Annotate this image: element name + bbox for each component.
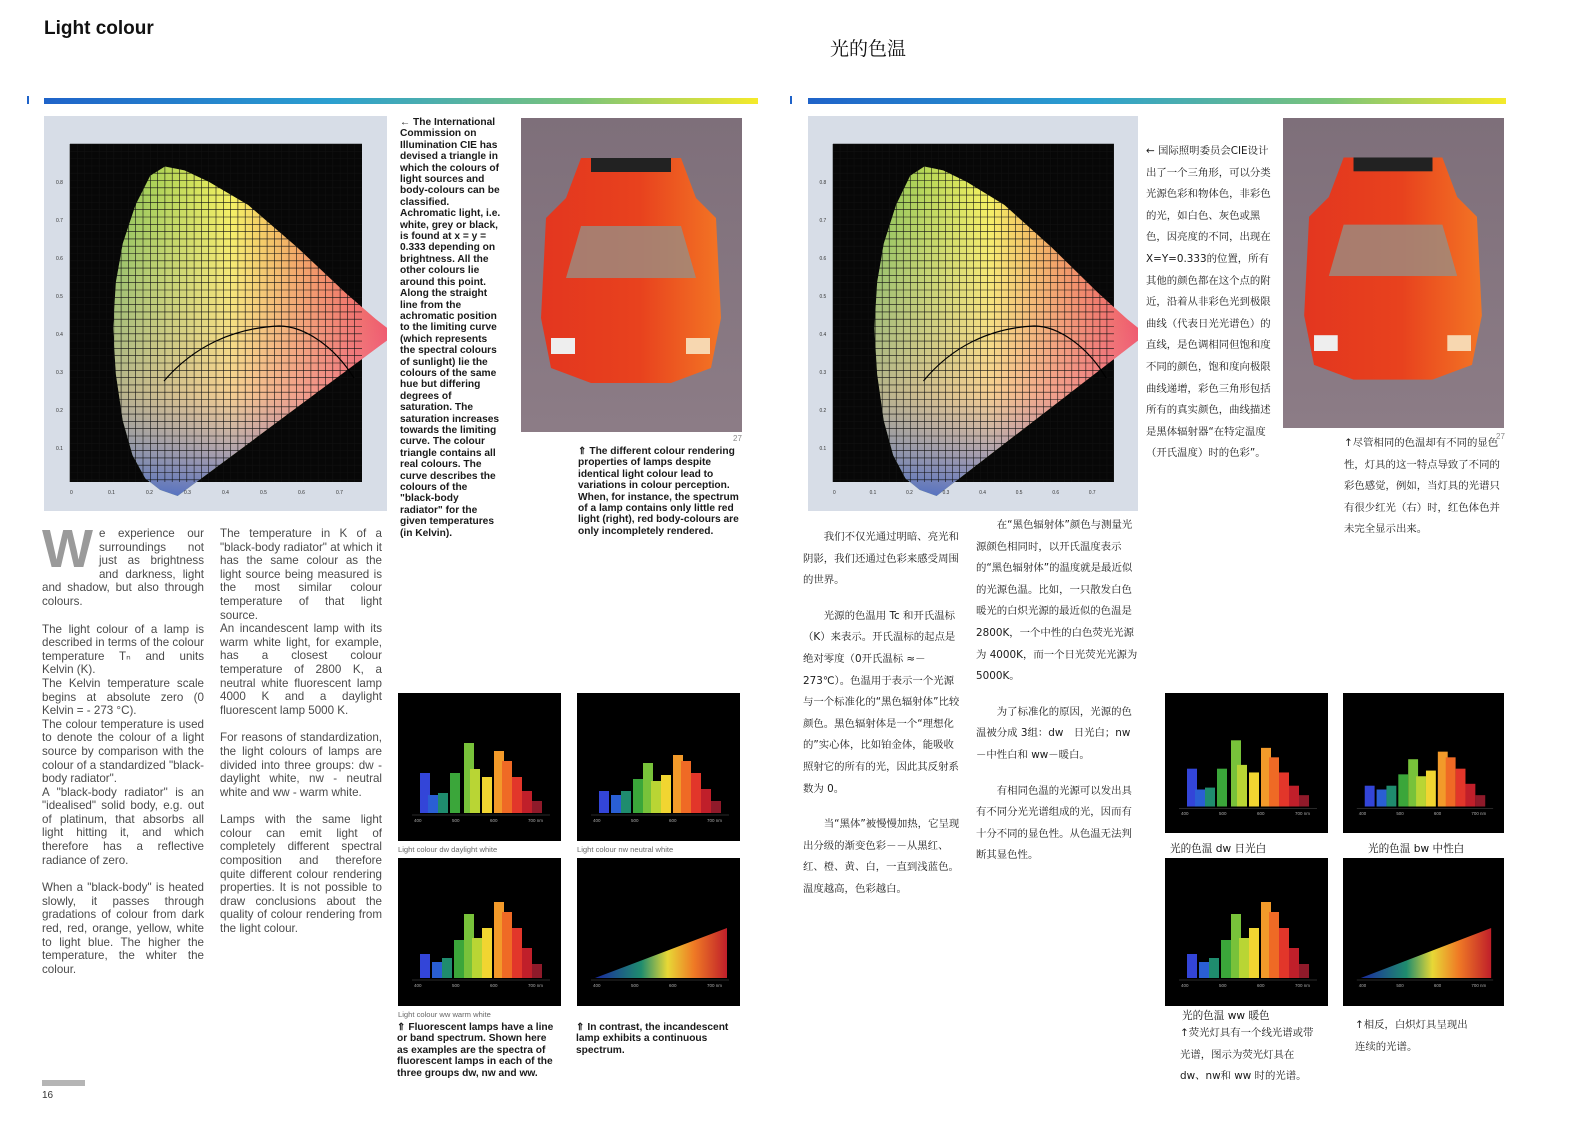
- y-tick-label: 0.5: [56, 294, 63, 300]
- page-title-right: 光的色温: [830, 38, 907, 60]
- page-marker: [42, 1080, 85, 1086]
- spectrum-tick-label: 400: [1181, 811, 1189, 816]
- spectrum-tick-label: 600: [490, 983, 498, 988]
- spectrum-tick-label: 700 nm: [528, 818, 544, 823]
- cie-caption-right: ← 国际照明委员会CIE设计出了一个三角形，可以分类光源色彩和物体色，非彩色的光，如白色、灰色或黑色，因亮度的不同，出现在 X=Y=0.333的位置，所有其他的颜色都在这个点的附近，沿着从非彩色光到极限曲线（代表日光光谱色）的直线，是色调相同但饱和度不同的颜色，饱和度向极限曲线递增，彩色三角形包括所有的真实颜色，曲线描述是黑体辐射器“在特定温度（开氏温度）时的色彩”。: [1146, 145, 1271, 460]
- spectrum-band: [1416, 776, 1426, 806]
- x-tick-label: 0.7: [1088, 490, 1096, 497]
- spectrum-band: [522, 791, 532, 813]
- body-paragraph: When a "black-body" is heated slowly, it passes through gradations of colour from dark red, red, orange, yellow, white to light blue. The higher the temperature, the whiter the colour.: [42, 881, 204, 976]
- spectrum-band: [1205, 788, 1215, 807]
- spectrum-band: [611, 795, 621, 813]
- spectrum-tick-label: 700 nm: [707, 983, 723, 988]
- spectrum-label: 光的色温 ww 暖色: [1182, 1010, 1270, 1022]
- spectrum-band: [1217, 769, 1227, 807]
- body-column-1-right: [803, 527, 963, 901]
- spectrum-panel-nw: [1343, 693, 1504, 833]
- y-tick-label: 0.2: [56, 408, 63, 414]
- spectrum-band: [1237, 765, 1247, 807]
- x-tick-label: 0: [833, 490, 836, 497]
- grid: [833, 144, 1114, 482]
- body-paragraph: For reasons of standardization, the light colours of lamps are divided into three groups: dw - daylight white, nw - neutral white and ww - warm white.: [220, 731, 382, 799]
- spectrum-tick-label: 700 nm: [1471, 982, 1487, 989]
- spectrum-chart: [398, 693, 561, 841]
- spectrum-band: [522, 948, 532, 978]
- continuous-spectrum: [595, 928, 727, 978]
- spectrum-band: [482, 928, 492, 978]
- spectrum-band: [450, 773, 460, 813]
- cie-caption-left: ← The International Commission on Illumination CIE has devised a triangle in which the colours of light sources and body-colours can be classified. Achromatic light, i.e. white, grey or black, is found at x = y = 0.333 depending on brightness. All the other colours lie around this point. Along the straight line from the achromatic position to the limiting curve (which represents the spectral colours of sunlight) lie the colours of the same hue but differing degrees of saturation. The saturation increases towards the limiting curve. The colour triangle contains all real colours. The curve describes the colours of the "black-body radiator" for the given temperatures (in Kelvin).: [400, 117, 501, 539]
- spectrum-tick-label: 500: [631, 983, 639, 988]
- spectrum-panel-ww: [1165, 858, 1328, 1006]
- x-tick-label: 0.3: [184, 490, 191, 496]
- body-paragraph: The light colour of a lamp is described in terms of the colour temperature Tₙ and units Kelvin (K). The Kelvin temperature scale begins at absolute zero (0 Kelvin = - 273 °C). The colour temperature is used to denote the colour of a light source by comparison with the colour of a standardized "black-body radiator". A "black-body radiator" is an "idealised" solid body, e.g. out of platinum, that absorbs all light hitting it, and which therefore has a reflective radiance of zero.: [42, 622, 205, 867]
- color-bar-right: [808, 98, 1506, 104]
- y-tick-label: 0.5: [819, 294, 827, 301]
- car-illustration: [1283, 118, 1504, 428]
- spectrum-band: [1199, 962, 1209, 978]
- spectrum-band: [1195, 789, 1205, 806]
- x-tick-label: 0.6: [1052, 490, 1060, 497]
- spectrum-band: [438, 793, 448, 813]
- figure-number-left: 27: [733, 434, 742, 443]
- y-tick-label: 0.4: [56, 332, 63, 338]
- figure-number-right: 27: [1496, 432, 1505, 441]
- spectrum-tick-label: 700 nm: [1471, 811, 1487, 817]
- spectrum-band: [482, 777, 492, 813]
- dropcap: W: [42, 519, 93, 579]
- spectrum-tick-label: 400: [1358, 982, 1367, 989]
- y-tick-label: 0.2: [819, 408, 827, 415]
- body-column-2-left: [220, 527, 382, 936]
- y-tick-label: 0.8: [56, 180, 63, 186]
- spectrum-tick-label: 400: [593, 818, 601, 823]
- cie-chart: [44, 116, 387, 511]
- spectrum-tick-label: 600: [1433, 982, 1442, 989]
- spectrum-band: [1269, 757, 1279, 806]
- spectrum-tick-label: 500: [1396, 811, 1404, 817]
- bar-tick-left: [27, 96, 29, 104]
- y-tick-label: 0.1: [56, 446, 63, 452]
- car-photo-right: [1283, 118, 1504, 428]
- x-tick-label: 0.3: [942, 490, 950, 497]
- x-tick-label: 0.6: [298, 490, 305, 496]
- spectrum-panel-incandescent: [577, 858, 740, 1006]
- spectrum-band: [661, 775, 671, 813]
- spectrum-tick-label: 700 nm: [707, 818, 723, 823]
- y-tick-label: 0.6: [56, 256, 63, 262]
- spectrum-tick-label: 400: [414, 983, 422, 988]
- y-tick-label: 0.7: [819, 218, 827, 225]
- spectrum-tick-label: 600: [669, 983, 677, 988]
- spectrum-tick-label: 600: [1257, 811, 1265, 816]
- body-paragraph: Lamps with the same light colour can emit light of completely different spectral composition and therefore quite different colour rendering properties. It is not possible to draw conclusions about the quality of colour rendering from the light colour.: [220, 813, 382, 936]
- spectrum-tick-label: 500: [1396, 982, 1404, 989]
- page-number: 16: [42, 1090, 54, 1101]
- y-tick-label: 0.7: [56, 218, 63, 224]
- spectrum-tick-label: 400: [1358, 811, 1367, 817]
- cie-chart: [808, 116, 1138, 511]
- y-tick-label: 0.3: [56, 370, 63, 376]
- cie-diagram-left: [44, 116, 387, 511]
- x-tick-label: 0.5: [260, 490, 267, 496]
- spectrum-panel-nw: [577, 693, 740, 841]
- incandescent-caption-right: ↑相反，白炽灯具呈现出连续的光谱。: [1355, 1019, 1468, 1053]
- spectrum-band: [1289, 786, 1299, 807]
- spectrum-band: [1365, 786, 1375, 807]
- spectrum-band: [1299, 795, 1309, 806]
- spectrum-band: [442, 958, 452, 978]
- spectrum-band: [420, 954, 430, 978]
- spectrum-band: [1446, 757, 1456, 806]
- spectrum-band: [651, 781, 661, 813]
- spectrum-label: Light colour ww warm white: [398, 1010, 491, 1019]
- spectrum-band: [1279, 772, 1289, 806]
- spectrum-label: Light colour nw neutral white: [577, 845, 674, 854]
- spectrum-tick-label: 400: [414, 818, 422, 823]
- x-tick-label: 0.2: [146, 490, 153, 496]
- spectrum-label: 光的色温 dw 日光白: [1170, 843, 1267, 855]
- color-bar-left: [44, 98, 758, 104]
- spectrum-band: [1249, 772, 1259, 806]
- spectrum-tick-label: 500: [452, 818, 460, 823]
- spectrum-band: [454, 940, 464, 978]
- spectrum-band: [1377, 789, 1387, 806]
- spectrum-tick-label: 400: [593, 983, 601, 988]
- car-caption-left: ⇑ The different colour rendering properties of lamps despite identical light colour lead to variations in colour perception. When, for instance, the spectrum of a lamp contains only little red light (right), red body-colours are only incompletely rendered.: [578, 446, 739, 537]
- spectrum-band: [1475, 795, 1485, 806]
- body-paragraph: 光源的色温用 Tc 和开氏温标（K）来表示。开氏温标的起点是绝对零度（0开氏温标 ≈－ 273℃）。色温用于表示一个光源与一个标准化的“黑色辐射体”比较颜色。黑色辐射体是一个“理想化的”实心体，比如铂金体，能吸收照射它的所有的光，因此其反射系数为 0。: [803, 609, 960, 795]
- page-title-left: Light colour: [44, 18, 154, 39]
- y-tick-label: 0.1: [819, 446, 827, 453]
- spectrum-band: [470, 769, 480, 813]
- spectrum-panel-dw: [1165, 693, 1328, 833]
- spectrum-band: [1187, 954, 1197, 978]
- spectrum-tick-label: 700 nm: [528, 983, 544, 988]
- spectrum-chart: [1343, 693, 1504, 833]
- spectrum-band: [621, 791, 631, 813]
- body-paragraph: 有相同色温的光源可以发出具有不同分光光谱组成的光，因而有十分不同的显色性。从色温无法判断其显色性。: [976, 784, 1132, 862]
- car-illustration: [521, 118, 742, 432]
- spectrum-band: [428, 795, 438, 813]
- spectrum-band: [1269, 912, 1279, 978]
- spectrum-band: [1289, 948, 1299, 978]
- spectrum-band: [711, 801, 721, 813]
- spectrum-tick-label: 500: [452, 983, 460, 988]
- body-paragraph: The temperature in K of a "black-body radiator" at which it has the same colour as the light source being measured is the most similar colour temperature of that light source. An incandescent lamp with its warm white light, for example, has a closest colour temperature of 2800 K, a neutral white fluorescent lamp 4000 K and a daylight fluorescent lamp 5000 K.: [220, 527, 382, 717]
- spectrum-band: [432, 962, 442, 978]
- spectrum-panel-dw: [398, 693, 561, 841]
- spectrum-band: [1398, 774, 1408, 806]
- body-paragraph: e experience our surroundings not just as brightness and darkness, light and shadow, but also through colours.: [42, 527, 204, 608]
- grid: [70, 144, 362, 482]
- incandescent-caption-left: ⇑ In contrast, the incandescent lamp exhibits a continuous spectrum.: [576, 1022, 729, 1056]
- spectrum-band: [633, 779, 643, 813]
- cie-diagram-right: [808, 116, 1138, 511]
- spectrum-band: [502, 761, 512, 813]
- spectrum-band: [701, 789, 711, 813]
- spectrum-tick-label: 500: [1219, 983, 1227, 988]
- spectrum-band: [512, 777, 522, 813]
- spectrum-tick-label: 500: [1219, 811, 1227, 816]
- spectrum-band: [1221, 940, 1231, 978]
- spectrum-band: [1239, 938, 1249, 978]
- car-caption-right: ↑尽管相同的色温却有不同的显色性，灯具的这一特点导致了不同的彩色感觉，例如，当灯具的光谱只有很少红光（右）时，红色体色并未完全显示出来。: [1344, 437, 1500, 536]
- spectrum-band: [1249, 928, 1259, 978]
- spectrum-band: [1279, 928, 1289, 978]
- car-photo-left: [521, 118, 742, 432]
- spectrum-tick-label: 700 nm: [1295, 983, 1311, 988]
- spectrum-band: [512, 928, 522, 978]
- y-tick-label: 0.4: [819, 332, 827, 339]
- x-tick-label: 0.5: [1015, 490, 1023, 497]
- spectrum-panel-ww: [398, 858, 561, 1006]
- spectrum-band: [691, 773, 701, 813]
- spectrum-chart: [1165, 858, 1328, 1006]
- spectrum-band: [681, 761, 691, 813]
- spectrum-tick-label: 600: [669, 818, 677, 823]
- fluorescent-caption-right: ↑荧光灯具有一个线光谱或带光谱，图示为荧光灯具在dw、nw和 ww 时的光谱。: [1180, 1027, 1314, 1083]
- spectrum-chart: [1343, 858, 1504, 1006]
- spectrum-band: [599, 791, 609, 813]
- spectrum-tick-label: 500: [631, 818, 639, 823]
- body-paragraph: 当“黑体”被慢慢加热，它呈现出分级的渐变色彩－－从黑红、红、橙、黄、白，一直到浅蓝色。温度越高，色彩越白。: [803, 818, 960, 895]
- spectrum-band: [1465, 784, 1475, 807]
- x-tick-label: 0.2: [906, 490, 913, 497]
- body-column-2-right: [976, 515, 1138, 867]
- y-tick-label: 0.6: [819, 256, 827, 263]
- spectrum-chart: [1165, 693, 1328, 833]
- spectrum-band: [532, 801, 542, 813]
- x-tick-label: 0.4: [222, 490, 229, 496]
- spectrum-band: [1299, 964, 1309, 978]
- fluorescent-caption-left: ⇑ Fluorescent lamps have a line or band spectrum. Shown here as examples are the spectra of fluorescent lamps in each of the three groups dw, nw and ww.: [397, 1022, 554, 1079]
- body-column-1-left: [42, 519, 205, 976]
- spectrum-tick-label: 600: [490, 818, 498, 823]
- spectrum-tick-label: 400: [1181, 983, 1189, 988]
- spectrum-band: [532, 964, 542, 978]
- body-paragraph: 我们不仅光通过明暗、亮光和阴影，我们还通过色彩来感受周围的世界。: [803, 531, 959, 587]
- spectrum-band: [472, 938, 482, 978]
- y-tick-label: 0.3: [819, 370, 827, 377]
- spectrum-tick-label: 700 nm: [1295, 811, 1310, 816]
- spectrum-band: [1456, 769, 1466, 807]
- spectrum-tick-label: 600: [1257, 983, 1265, 988]
- spectrum-chart: [398, 858, 561, 1006]
- y-tick-label: 0.8: [819, 180, 827, 187]
- x-tick-label: 0.1: [869, 490, 877, 497]
- spectrum-panel-incandescent: [1343, 858, 1504, 1006]
- continuous-spectrum: [1361, 928, 1491, 978]
- x-tick-label: 0: [70, 490, 73, 496]
- body-paragraph: 为了标准化的原因，光源的色温被分成 3组：dw 日光白；nw－中性白和 ww－暖白。: [976, 705, 1132, 761]
- bar-tick-right: [790, 96, 792, 104]
- spectrum-tick-label: 600: [1433, 811, 1442, 817]
- spectrum-chart: [577, 858, 740, 1006]
- x-tick-label: 0.7: [336, 490, 343, 496]
- spectrum-band: [1426, 771, 1436, 807]
- spectrum-band: [1209, 958, 1219, 978]
- x-tick-label: 0.1: [108, 490, 115, 496]
- spectrum-label: Light colour dw daylight white: [398, 845, 498, 854]
- spectrum-band: [502, 912, 512, 978]
- spectrum-label: 光的色温 bw 中性白: [1368, 843, 1465, 855]
- spectrum-chart: [577, 693, 740, 841]
- spectrum-band: [1386, 786, 1396, 807]
- x-tick-label: 0.4: [979, 490, 986, 497]
- body-paragraph: 在“黑色辐射体”颜色与测量光源颜色相同时，以开氏温度表示的“黑色辐射体”的温度就是最近似的光源色温。比如，一只散发白色暖光的白炽光源的最近似的色温是 2800K，一个中性的白色荧光光源为 4000K，而一个日光荧光光源为 5000K。: [976, 519, 1138, 683]
